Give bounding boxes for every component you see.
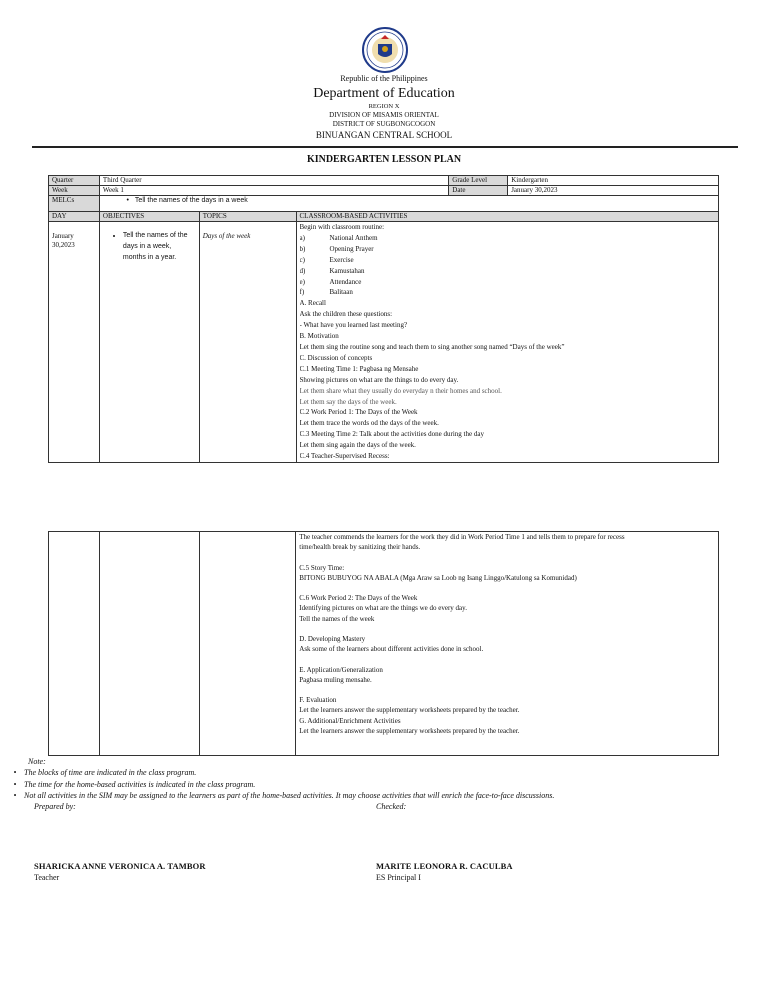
routine-marker: d) [299,266,306,275]
col-activities-header: CLASSROOM-BASED ACTIVITIES [296,212,719,222]
activity-line: The teacher commends the learners for the work they did in Work Period Time 1 and tells them to prepare for recess [299,533,625,541]
activity-line: Let them sing again the days of the week. [299,441,416,450]
activity-line: Let them share what they usually do everyday n their homes and school. [299,386,502,395]
principal-name: MARITE LEONORA R. CACULBA [376,861,513,871]
quarter-value: Third Quarter [99,176,448,186]
spacer [299,583,715,593]
week-value: Week 1 [99,186,448,196]
routine-item [300,277,716,288]
activity-line: Let them sing the routine song and teach them to sing another song named “Days of the week” [299,342,565,351]
routine-item [300,233,716,244]
routine-marker: a) [299,233,305,242]
activities-cell-continued [296,532,719,756]
activity-line: - What have you learned last meeting? [299,321,408,330]
activity-line: C.2 Work Period 1: The Days of the Week [299,408,418,417]
bullet-icon: • [13,791,17,800]
bullet-icon: • [13,779,17,789]
activity-line: Tell the names of the week [299,614,375,623]
topic-text: Days of the week [202,232,251,240]
week-label: Week [49,186,100,196]
activity-line: B. Motivation [299,332,339,341]
note-item [6,779,766,791]
deped-seal-logo [362,27,408,73]
note-item [6,790,766,802]
routine-text: National Anthem [329,233,378,242]
routine-marker: b) [299,244,306,253]
objectives-cell [99,222,199,463]
activity-line: Ask some of the learners about different activities done in school. [299,645,484,654]
plan-title: KINDERGARTEN LESSON PLAN [306,154,462,165]
note-text: The time for the home-based activities is indicated in the class program. [24,779,256,789]
activity-line: A. Recall [299,299,326,308]
date-label: Date [449,186,508,196]
activity-line: D. Developing Mastery [299,634,366,643]
routine-marker: c) [299,255,305,264]
division-text: DIVISION OF MISAMIS ORIENTAL [329,111,439,119]
activity-line: Identifying pictures on what are the things we do every day. [299,604,467,613]
melcs-value [99,196,718,212]
region-text: REGION X [368,103,400,110]
note-text: Not all activities in the SIM may be assigned to the learners as part of the home-based activities. It may choose activities that will enrich the face-to-face discussions. [24,791,555,800]
spacer [299,685,715,695]
notes-label: Note: [28,757,46,766]
day-cell-continued [49,532,100,756]
routine-item [300,287,716,298]
spacer [299,624,715,634]
spacer [299,654,715,664]
district-text: DISTRICT OF SUGBONGCOGON [332,120,436,128]
activities-cell [296,222,719,463]
bullet-icon: • [126,197,129,204]
activity-line: C.6 Work Period 2: The Days of the Week [299,594,418,603]
activity-line: E. Application/Generalization [299,665,383,674]
routine-marker: e) [299,277,305,286]
activity-line: BITONG BUBUYOG NA ABALA (Mga Araw sa Loob ng Isang Linggo/Katulong sa Komunidad) [299,573,577,582]
activity-line: C.4 Teacher-Supervised Recess: [299,452,390,461]
activity-line: Let the learners answer the supplementary worksheets prepared by the teacher. [299,726,520,735]
melcs-label: MELCs [49,196,100,212]
spacer [299,552,715,562]
routine-item [300,244,716,255]
routine-text: Attendance [329,277,362,286]
routine-text: Kamustahan [329,266,365,275]
topics-cell-continued [199,532,296,756]
activity-line: time/health break by sanitizing their hands. [299,543,421,552]
activity-line: F. Evaluation [299,696,337,705]
checked-label: Checked: [376,802,407,811]
grade-level-label: Grade Level [449,176,508,186]
melcs-text: Tell the names of the days in a week [134,197,248,204]
topics-cell [199,222,296,463]
activity-line: C. Discussion of concepts [299,353,373,362]
objective-item: • Tell the names of the days in a week, months in a year. [123,230,196,263]
activity-line: C.5 Story Time: [299,563,345,572]
routine-item [300,266,716,277]
objectives-list [103,230,196,263]
activity-line: Let them trace the words od the days of the week. [299,419,439,428]
prepared-by-label: Prepared by: [34,802,76,811]
col-topics-header: TOPICS [199,212,296,222]
col-day-header: DAY [49,212,100,222]
lesson-plan-table [48,175,719,463]
routine-text: Opening Prayer [329,244,374,253]
department-title: Department of Education [313,86,455,101]
republic-text: Republic of the Philippines [340,74,428,83]
header-divider [32,146,738,148]
activity-line: Begin with classroom routine: [299,223,385,231]
routine-marker: f) [299,288,305,297]
objectives-cell-continued [99,532,199,756]
teacher-role: Teacher [34,873,60,882]
activity-line: Pagbasa muling mensahe. [299,675,372,684]
routine-text: Exercise [329,255,354,264]
col-objectives-header: OBJECTIVES [99,212,199,222]
day-cell [49,222,100,463]
bullet-icon: • [13,768,17,777]
school-name: BINUANGAN CENTRAL SCHOOL [315,130,453,140]
activity-line: C.1 Meeting Time 1: Pagbasa ng Mensahe [299,364,419,373]
principal-role: ES Principal I [376,873,421,882]
activity-line: Ask the children these questions: [299,310,393,319]
day-text: January 30,2023 [52,232,75,249]
notes-list [6,767,766,802]
activity-line: C.3 Meeting Time 2: Talk about the activities done during the day [299,430,484,439]
note-text: The blocks of time are indicated in the class program. [24,768,197,777]
lesson-plan-table-continued [48,531,719,756]
teacher-name: SHARICKA ANNE VERONICA A. TAMBOR [34,861,206,871]
routine-text: Balitaan [329,288,353,297]
quarter-label: Quarter [49,176,100,186]
routine-item [300,255,716,266]
activity-line: Let the learners answer the supplementary worksheets prepared by the teacher. [299,706,520,715]
activity-line: G. Additional/Enrichment Activities [299,716,401,725]
note-item [6,767,766,779]
grade-level-value: Kindergarten [508,176,719,186]
activity-line: Showing pictures on what are the things to do every day. [299,375,459,384]
activity-line: Let them say the days of the week. [299,397,397,406]
date-value: January 30,2023 [508,186,719,196]
